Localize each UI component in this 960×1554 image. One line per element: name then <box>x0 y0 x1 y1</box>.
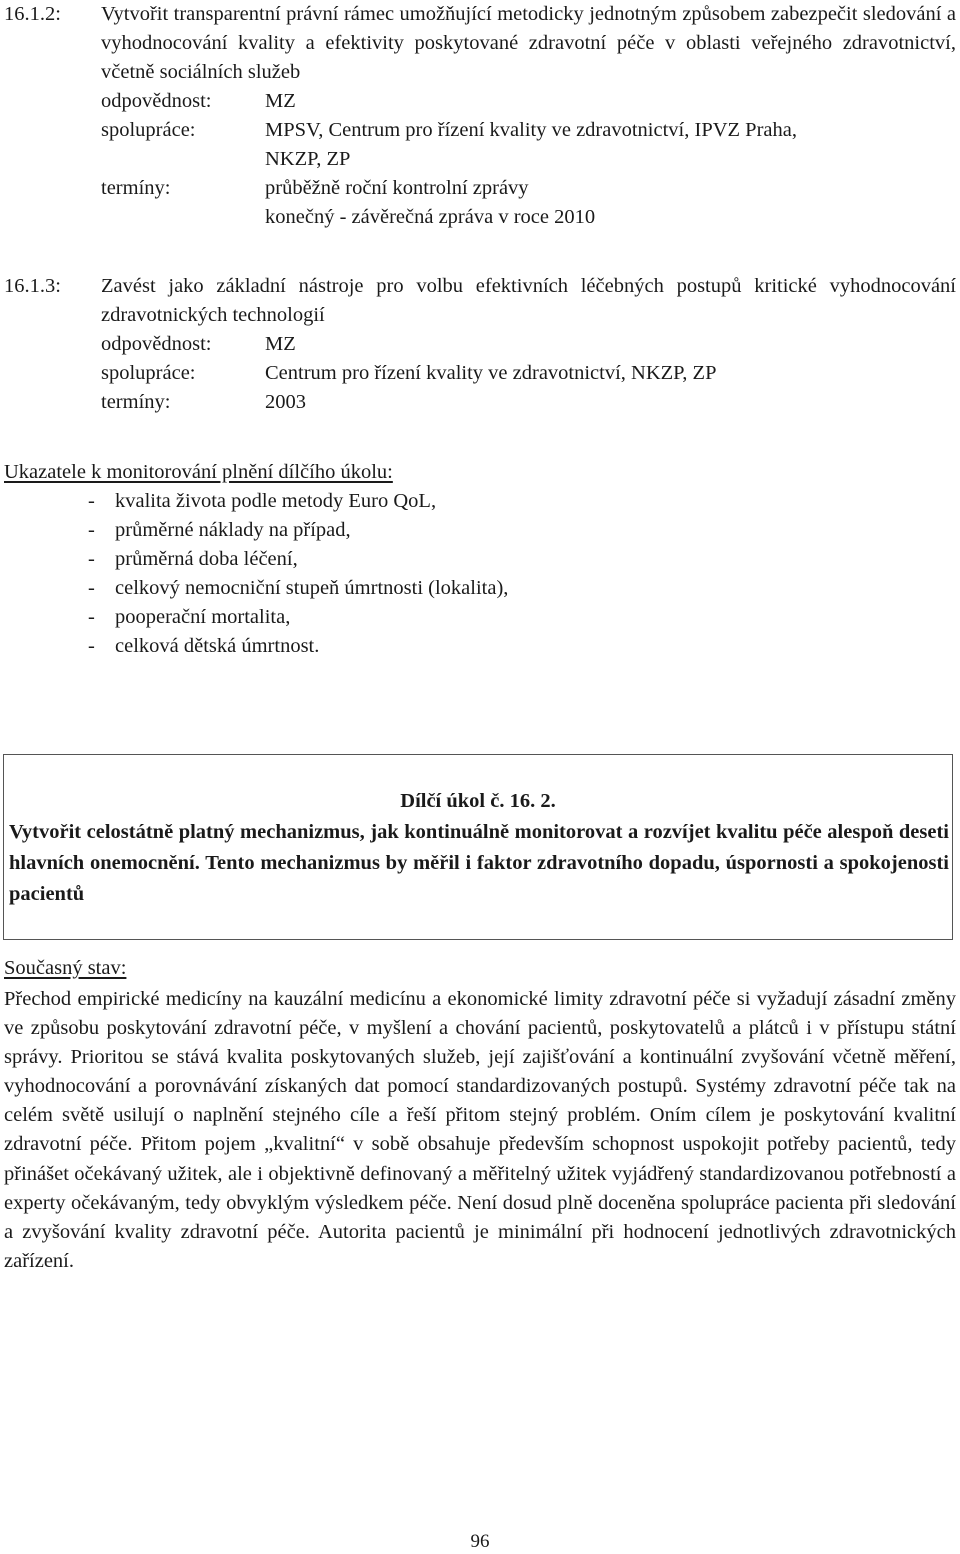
responsibility-value: MZ <box>265 333 296 355</box>
cooperation-label: spolupráce: <box>101 119 196 141</box>
task-number: 16.1.3: <box>4 275 61 297</box>
responsibility-label: odpovědnost: <box>101 333 212 355</box>
cooperation-label: spolupráce: <box>101 362 196 384</box>
deadline-value: 2003 <box>265 391 306 413</box>
subtask-title: Dílčí úkol č. 16. 2. <box>400 790 556 812</box>
list-item: - pooperační mortalita, <box>88 606 291 628</box>
subtask-text: Vytvořit celostátně platný mechanizmus, jak kontinuálně monitorovat a rozvíjet kvalitu péče alespoň deseti hlavních onemocnění. Tento mechanizmus by měřil i faktor zdravotního dopadu, úspornosti a spokojenosti pacientů <box>9 821 950 905</box>
deadlines-label: termíny: <box>101 391 171 413</box>
deadline-2: konečný - závěrečná zpráva v roce 2010 <box>265 206 596 228</box>
list-item: - kvalita života podle metody Euro QoL, <box>88 490 437 512</box>
responsibility-label: odpovědnost: <box>101 90 212 112</box>
indicators-heading: Ukazatele k monitorování plnění dílčího úkolu: <box>4 461 393 483</box>
deadlines-label: termíny: <box>101 177 171 199</box>
responsibility-value: MZ <box>265 90 296 112</box>
list-item: - celková dětská úmrtnost. <box>88 635 320 657</box>
indicators-list <box>4 487 704 661</box>
list-item: - průměrná doba léčení, <box>88 548 298 570</box>
task-description: Vytvořit transparentní právní rámec umožňující metodicky jednotným způsobem zabezpečit sledování a vyhodnocování kvality a efektivity poskytované zdravotní péče v oblasti veřejného zdravotnictví, včetně sociálních služeb <box>101 3 956 83</box>
list-item: - průměrné náklady na případ, <box>88 519 351 541</box>
list-item: - celkový nemocniční stupeň úmrtnosti (lokalita), <box>88 577 509 599</box>
cooperation-value-line2: NKZP, ZP <box>265 148 351 170</box>
task-description: Zavést jako základní nástroje pro volbu efektivních léčebných postupů kritické vyhodnocování zdravotnických technologií <box>101 275 956 326</box>
deadline-1: průběžně roční kontrolní zprávy <box>265 177 529 199</box>
cooperation-value: Centrum pro řízení kvality ve zdravotnictví, NKZP, ZP <box>265 362 717 384</box>
cooperation-value-line1: MPSV, Centrum pro řízení kvality ve zdravotnictví, IPVZ Praha, <box>265 119 797 141</box>
current-state-heading: Současný stav: <box>4 957 127 979</box>
task-number: 16.1.2: <box>4 3 61 25</box>
current-state-paragraph: Přechod empirické medicíny na kauzální medicínu a ekonomické limity zdravotní péče si vyžadují zásadní změny ve způsobu poskytování zdravotní péče, v myšlení a chování pacientů, poskytovatelů a plátců i v přístupu státní správy. Prioritou se stává kvalita poskytovaných služeb, její zajišťování a kontinuální zvyšování včetně měření, vyhodnocování a porovnávání získaných dat pomocí standardizovaných postupů. Systémy zdravotní péče tak na celém světě usilují o naplnění stejného cíle a řeší přitom stejný problém. Oním cílem je poskytování kvalitní zdravotní péče. Přitom pojem „kvalitní“ v sobě obsahuje především schopnost uspokojit potřeby pacientů, tedy přinášet očekávaný užitek, ale i objektivně definovaný a měřitelný užitek vyjádřený standardizovanou potřebností a experty očekávaným, tedy obvyklým výsledkem péče. Není dosud plně doceněna spolupráce pacienta při sledování a zvyšování kvality zdravotní péče. Autorita pacientů je minimální při hodnocení jednotlivých zdravotnických zařízení. <box>4 988 956 1272</box>
subtask-box <box>3 754 953 940</box>
page-number: 96 <box>470 1531 490 1552</box>
